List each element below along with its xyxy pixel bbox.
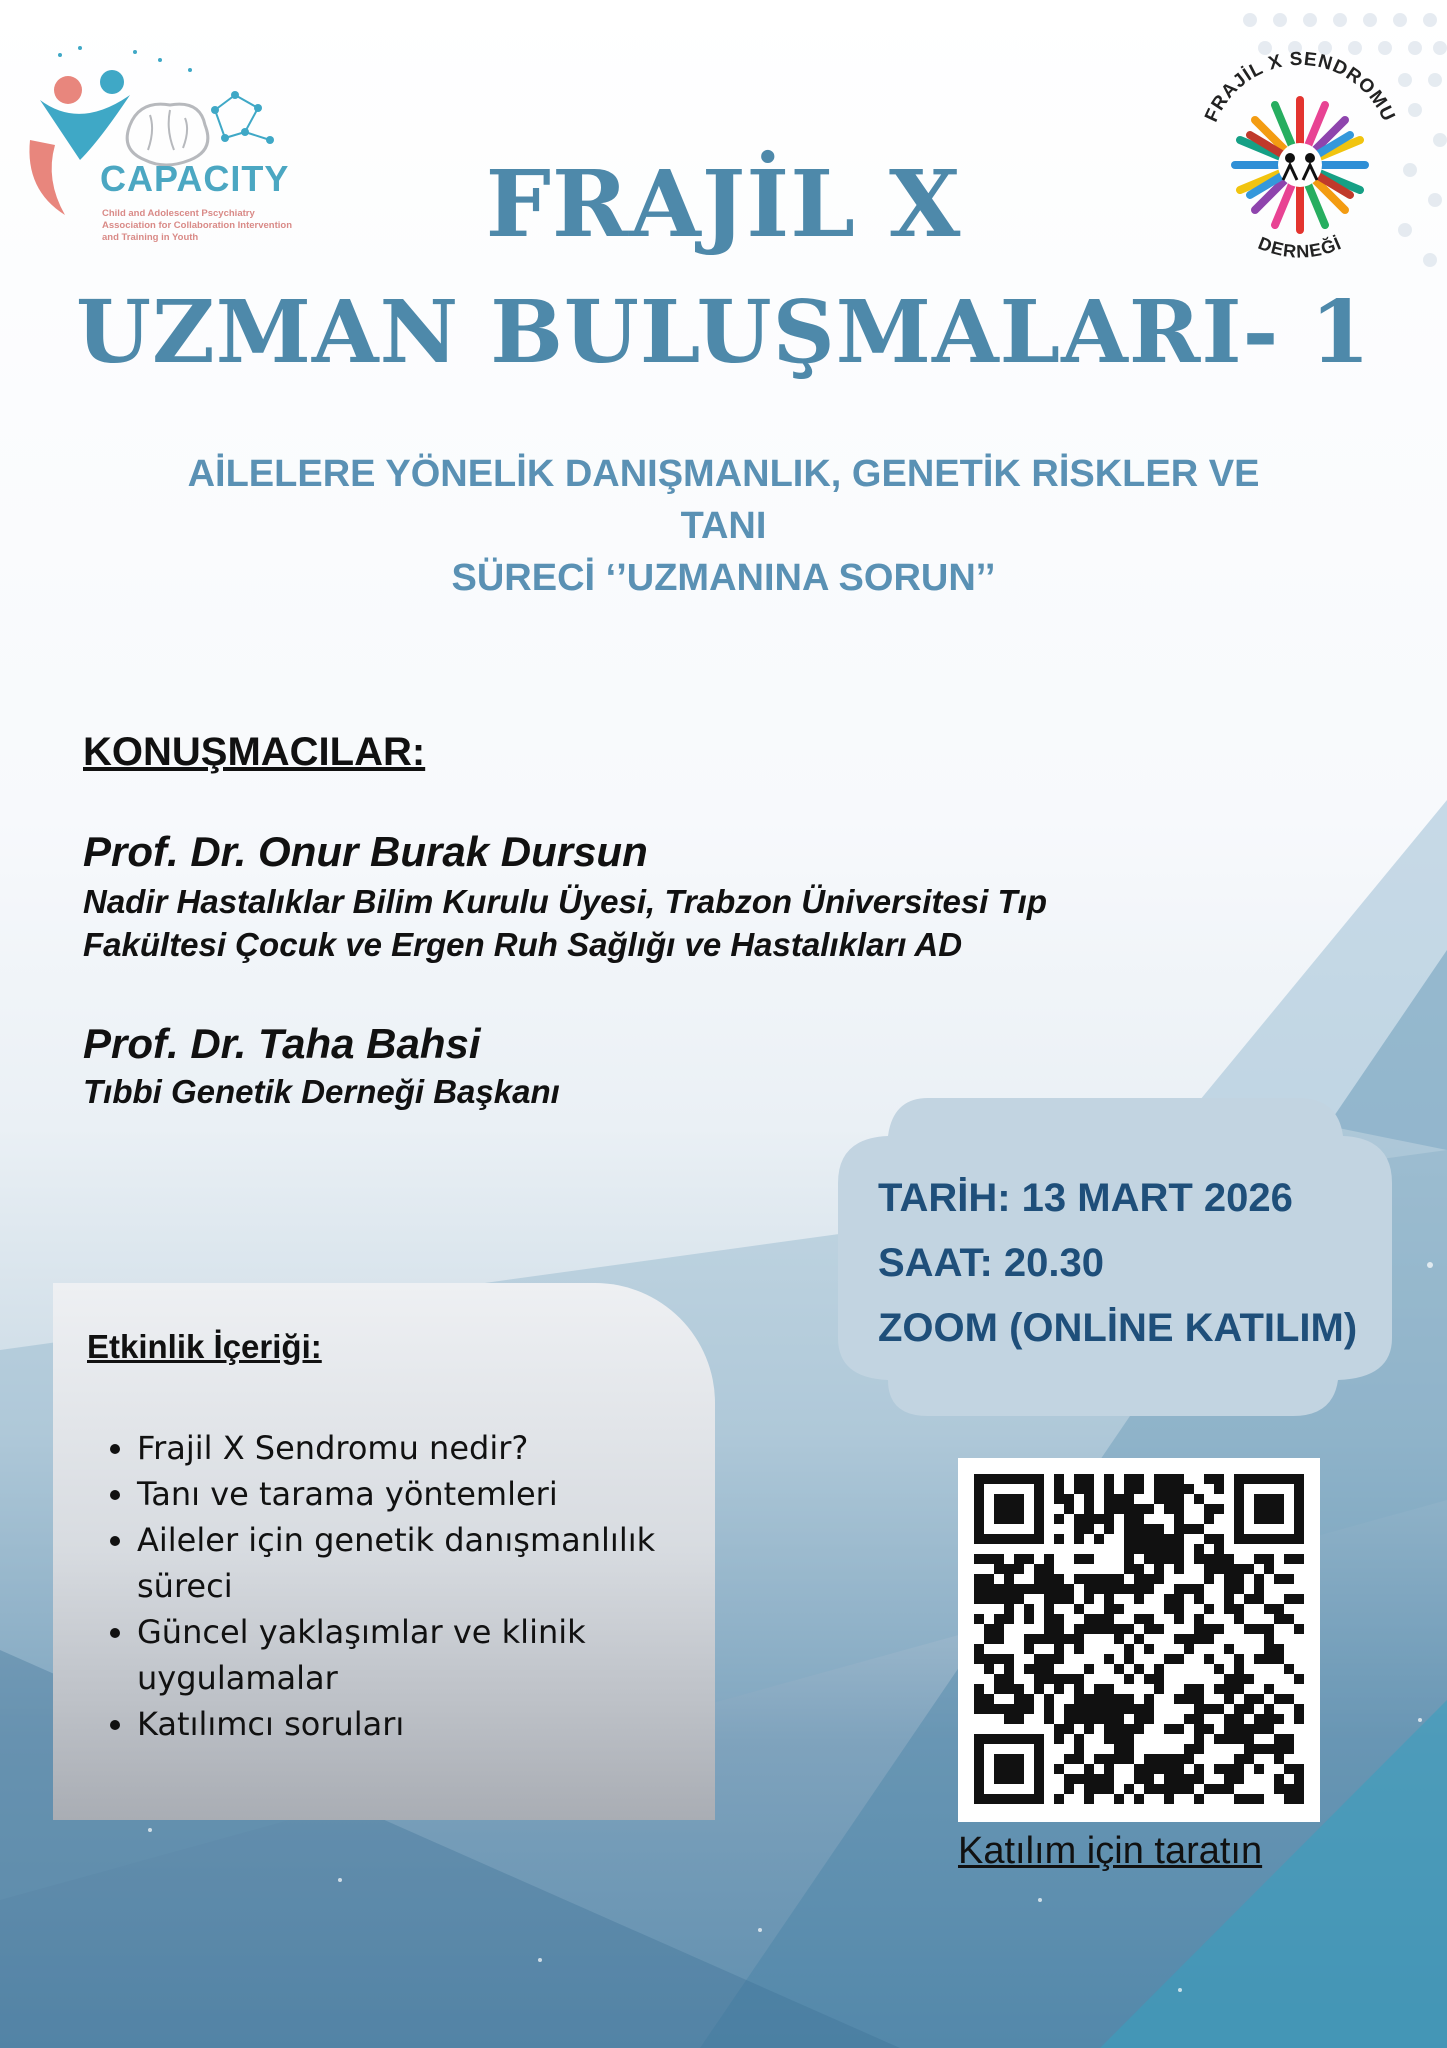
event-platform: ZOOM (ONLİNE KATILIM) — [878, 1306, 1358, 1350]
event-info-box — [838, 1098, 1392, 1416]
event-subtitle — [150, 448, 1297, 604]
registration-qr-code[interactable] — [958, 1458, 1320, 1822]
list-item: • Frajil X Sendromu nedir? — [137, 1425, 757, 1471]
speaker-2-name: Prof. Dr. Taha Bahsi — [83, 1020, 481, 1067]
title-line-2: UZMAN BULUŞMALARI- 1 — [75, 282, 1372, 383]
subtitle-line-2: SÜRECİ ‘’UZMANINA SORUN’’ — [451, 557, 996, 599]
capacity-tagline: Child and Adolescent Pscychiatry Association for Collaboration Intervention and Training in Youth — [102, 208, 293, 243]
subtitle-line-1: AİLELERE YÖNELİK DANIŞMANLIK, GENETİK RİSKLER VE TANI — [187, 453, 1260, 547]
speaker-2-affiliation: Tıbbi Genetik Derneği Başkanı — [83, 1073, 560, 1110]
svg-text:DERNEĞİ: DERNEĞİ — [1255, 232, 1345, 262]
content-list — [87, 1425, 757, 1747]
speaker-1-affiliation: Nadir Hastalıklar Bilim Kurulu Üyesi, Trabzon Üniversitesi Tıp Fakültesi Çocuk ve Ergen Ruh Sağlığı ve Hastalıkları AD — [83, 883, 1047, 963]
event-content-box — [53, 1283, 715, 1820]
speakers-heading: KONUŞMACILAR: — [83, 730, 426, 774]
list-item: • Tanı ve tarama yöntemleri — [137, 1471, 757, 1517]
event-time: SAAT: 20.30 — [878, 1241, 1105, 1285]
title-line-1: FRAJİL X — [485, 150, 962, 258]
list-item: • Aileler için genetik danışmanlılık süreci — [137, 1517, 757, 1609]
content-heading: Etkinlik İçeriği: — [87, 1328, 322, 1365]
list-item: • Güncel yaklaşımlar ve klinik uygulamalar — [137, 1609, 757, 1701]
svg-text:FRAJİL X SENDROMU: FRAJİL X SENDROMU — [1201, 48, 1399, 126]
speaker-1-name: Prof. Dr. Onur Burak Dursun — [83, 828, 648, 875]
list-item: • Katılımcı soruları — [137, 1701, 757, 1747]
capacity-name: CAPACITY — [100, 158, 290, 199]
qr-caption[interactable]: Katılım için taratın — [958, 1830, 1263, 1872]
event-date: TARİH: 13 MART 2026 — [878, 1176, 1293, 1220]
qr-code-icon — [958, 1458, 1320, 1822]
